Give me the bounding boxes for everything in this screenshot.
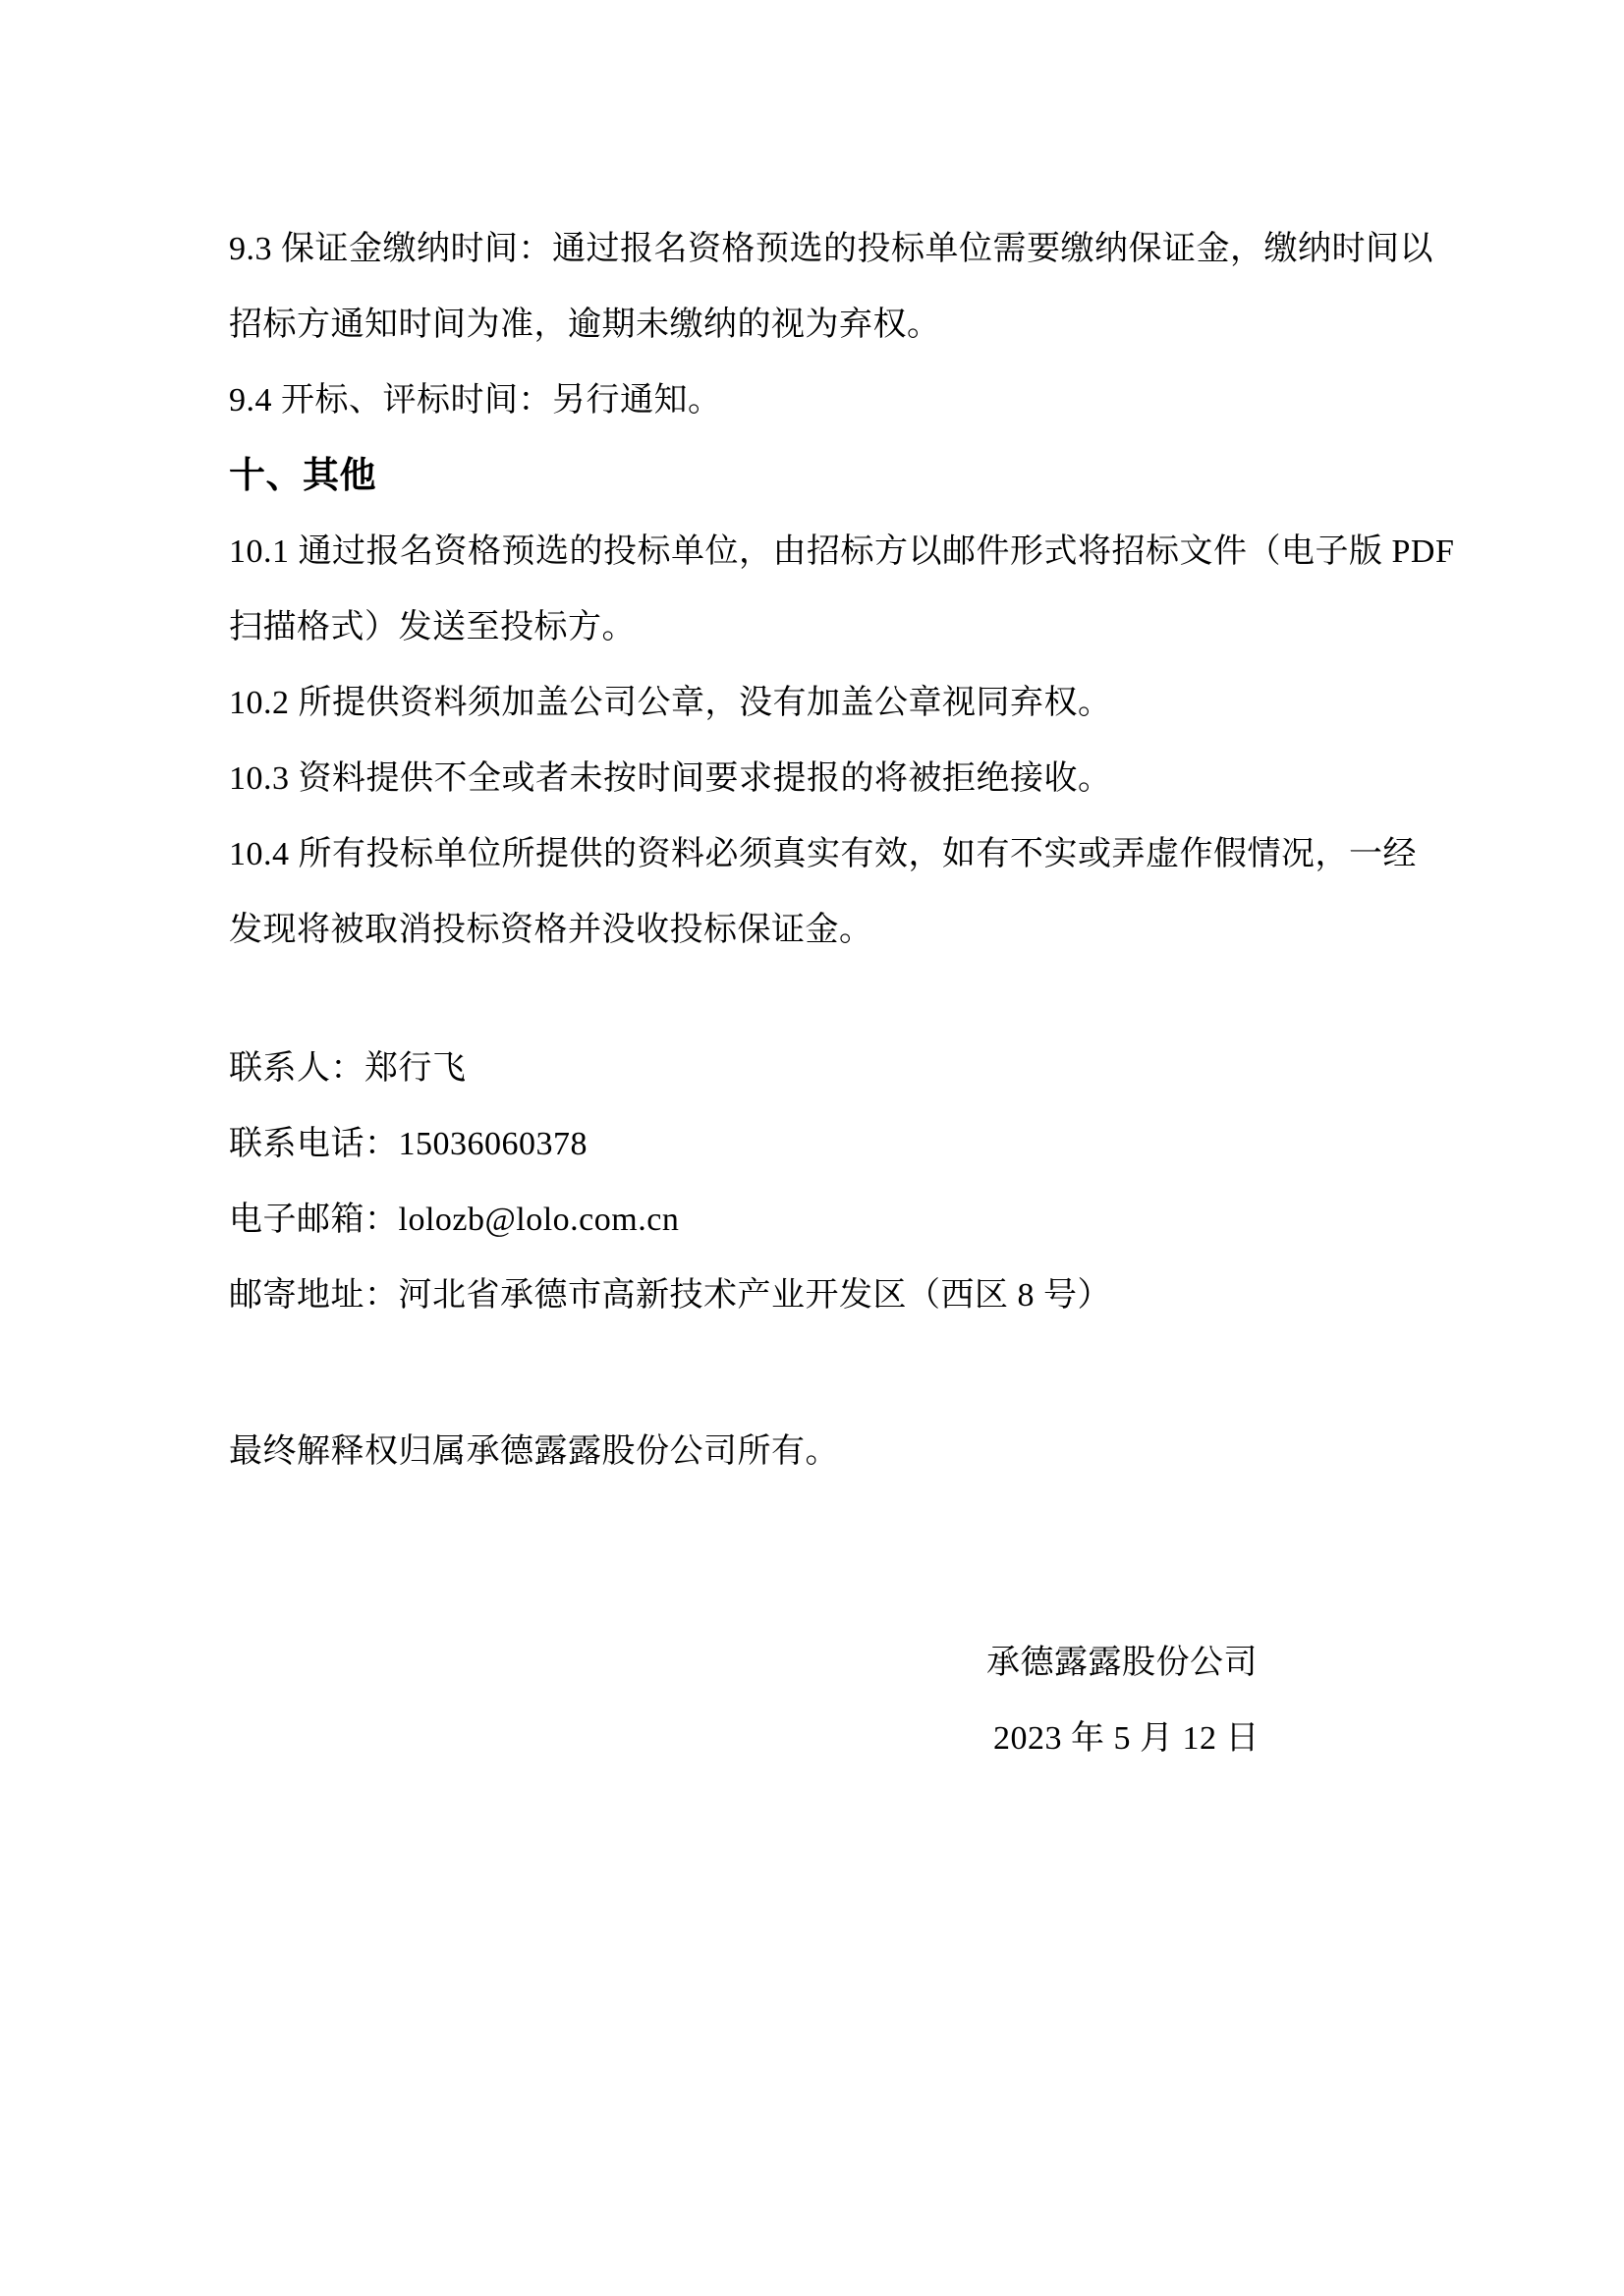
clause-10-2-line-1: 10.2 所提供资料须加盖公司公章，没有加盖公章视同弃权。 xyxy=(229,685,1112,721)
clause-9-4 xyxy=(229,363,1447,438)
disclaimer-text: 最终解释权归属承德露露股份公司所有。 xyxy=(229,1433,839,1470)
clause-9-4-line-1: 9.4 开标、评标时间：另行通知。 xyxy=(229,382,722,419)
spacer-before-contact xyxy=(229,968,1447,1031)
clause-9-3 xyxy=(229,211,1447,363)
contact-phone-text: 联系电话：15036060378 xyxy=(229,1126,588,1162)
clause-9-3-line-2: 招标方通知时间为准，逾期未缴纳的视为弃权。 xyxy=(229,307,941,343)
section-ten-heading-text: 十、其他 xyxy=(229,456,376,496)
clause-10-4-line-1: 10.4 所有投标单位所提供的资料必须真实有效，如有不实或弄虚作假情况，一经 xyxy=(229,836,1417,872)
contact-address-text: 邮寄地址：河北省承德市高新技术产业开发区（西区 8 号） xyxy=(229,1277,1111,1314)
section-ten-heading xyxy=(229,438,1447,514)
clause-10-3-line-1: 10.3 资料提供不全或者未按时间要求提报的将被拒绝接收。 xyxy=(229,760,1112,797)
signature-company-text: 承德露露股份公司 xyxy=(986,1645,1258,1681)
contact-email-text: 电子邮箱：lolozb@lolo.com.cn xyxy=(229,1202,680,1238)
clause-10-4 xyxy=(229,816,1447,968)
clause-9-3-line-1: 9.3 保证金缴纳时间：通过报名资格预选的投标单位需要缴纳保证金，缴纳时间以 xyxy=(229,231,1433,267)
contact-email xyxy=(229,1182,1447,1258)
spacer-before-signature xyxy=(229,1489,1447,1625)
disclaimer xyxy=(229,1414,1447,1489)
clause-10-3 xyxy=(229,741,1447,816)
contact-phone xyxy=(229,1106,1447,1182)
document-content xyxy=(229,211,1455,1776)
contact-address xyxy=(229,1258,1447,1333)
signature-company xyxy=(229,1625,1447,1701)
signature-date xyxy=(229,1701,1447,1776)
clause-10-1-line-2: 扫描格式）发送至投标方。 xyxy=(229,609,636,645)
contact-person xyxy=(229,1031,1447,1106)
clause-10-1 xyxy=(229,514,1455,665)
spacer-before-disclaimer xyxy=(229,1333,1447,1414)
signature-date-text: 2023 年 5 月 12 日 xyxy=(993,1720,1260,1757)
clause-10-2 xyxy=(229,665,1447,741)
contact-person-text: 联系人：郑行飞 xyxy=(229,1050,467,1087)
clause-10-4-line-2: 发现将被取消投标资格并没收投标保证金。 xyxy=(229,912,873,948)
clause-10-1-line-1: 10.1 通过报名资格预选的投标单位，由招标方以邮件形式将招标文件（电子版 PDF xyxy=(229,533,1455,570)
